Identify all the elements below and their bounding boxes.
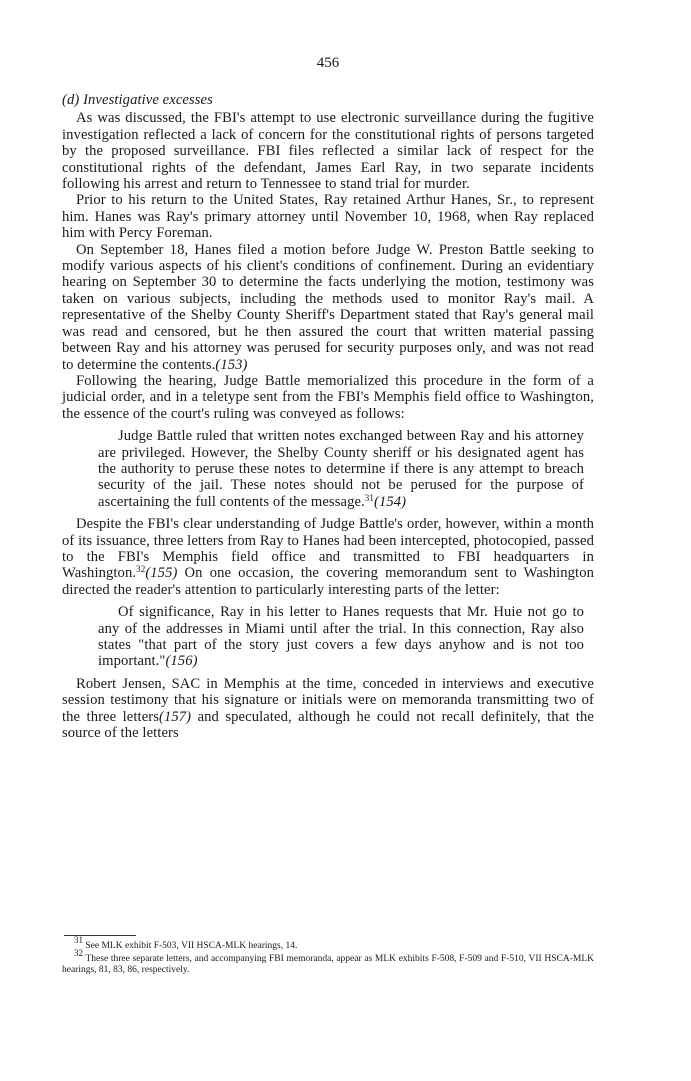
citation-155: (155) bbox=[145, 565, 178, 582]
footnote-32-text: These three separate letters, and accompanying FBI memoranda, appear as MLK exhibits F-508, F-509 and F-510, VII HSCA-MLK hearings, 81, 83, 86, respectively. bbox=[62, 953, 594, 975]
paragraph-1: As was discussed, the FBI's attempt to use electronic surveillance during the fugitive investigation reflected a lack of concern for the constitutional rights of persons targeted by the proposed surveillance. FBI files reflected a similar lack of respect for the constitutional rights of the defendant, James Earl Ray, in two separate incidents following his arrest and return to Tennessee to stand trial for murder. bbox=[62, 110, 594, 193]
block-quote-2-text: Of significance, Ray in his letter to Hanes requests that Mr. Huie not go to any of the addresses in Miami until after the trial. In this connection, Ray also states "that part of the story just covers a few days anyhow and is not too important." bbox=[98, 604, 584, 670]
section-heading bbox=[62, 92, 594, 108]
paragraph-2: Prior to his return to the United States, Ray retained Arthur Hanes, Sr., to represent him. Hanes was Ray's primary attorney until November 10, 1968, when Ray replaced him with Percy Foreman. bbox=[62, 192, 594, 242]
paragraph-5 bbox=[62, 516, 594, 598]
paragraph-6-text-a: Robert Jensen, SAC in Memphis at the time, conceded in interviews and executive session testimony that his signature or initials were on memoranda transmitting two of the three letters bbox=[62, 675, 594, 725]
citation-157: (157) bbox=[159, 708, 192, 725]
page-number: 456 bbox=[316, 55, 340, 71]
footnote-31-text: See MLK exhibit F-503, VII HSCA-MLK hearings, 14. bbox=[85, 941, 298, 951]
paragraph-5-text-b: On one occasion, the covering memorandum sent to Washington directed the reader's attention to particularly interesting parts of the letter: bbox=[62, 565, 595, 598]
footnotes bbox=[62, 935, 594, 977]
paragraph-6-text-b: and speculated, although he could not recall definitely, that the source of the letters bbox=[62, 708, 594, 742]
block-quote-2 bbox=[98, 604, 584, 670]
paragraph-3 bbox=[62, 242, 594, 373]
citation-154: (154) bbox=[374, 493, 407, 510]
paragraph-3-text: On September 18, Hanes filed a motion before Judge W. Preston Battle seeking to modify various aspects of his client's conditions of confinement. During an evidentiary hearing on September 30 to determine the facts underlying the motion, testimony was taken on various subjects, including the methods used to monitor Ray's mail. A representative of the Shelby County Sheriff's Department stated that Ray's general mail was read and censored, but he then assured the court that written material passing between Ray and his attorney was perused for security purposes only, and was not read to determine the contents. bbox=[62, 241, 594, 373]
body-text bbox=[62, 92, 594, 741]
footnote-ref-31: 31 bbox=[364, 492, 374, 503]
paragraph-4: Following the hearing, Judge Battle memorialized this procedure in the form of a judicial order, and in a teletype sent from the FBI's Memphis field office to Washington, the essence of the court's ruling was conveyed as follows: bbox=[62, 372, 594, 422]
footnote-ref-32: 32 bbox=[136, 564, 146, 575]
block-quote-1 bbox=[98, 428, 584, 510]
footnote-32 bbox=[62, 947, 594, 977]
section-title: Investigative excesses bbox=[83, 92, 213, 108]
paragraph-6 bbox=[62, 676, 594, 742]
block-quote-1-text: Judge Battle ruled that written notes exchanged between Ray and his attorney are privileged. However, the Shelby County sheriff or his designated agent has the authority to peruse these notes to determine if there is any attempt to breach security of the jail. These notes should not be perused for the purpose of ascertaining the full contents of the message. bbox=[98, 428, 584, 510]
footnote-31 bbox=[62, 935, 594, 953]
section-label: (d) bbox=[62, 92, 80, 108]
footnote-32-number: 32 bbox=[74, 947, 83, 958]
paragraph-5-text-a: Despite the FBI's clear understanding of Judge Battle's order, however, within a month of its issuance, three letters from Ray to Hanes had been intercepted, photocopied, passed to the FBI's Memphis field office and transmitted to FBI headquarters in Washington. bbox=[62, 516, 594, 582]
citation-156: (156) bbox=[165, 653, 198, 670]
citation-153: (153) bbox=[215, 356, 248, 373]
footnote-31-number: 31 bbox=[74, 935, 83, 945]
